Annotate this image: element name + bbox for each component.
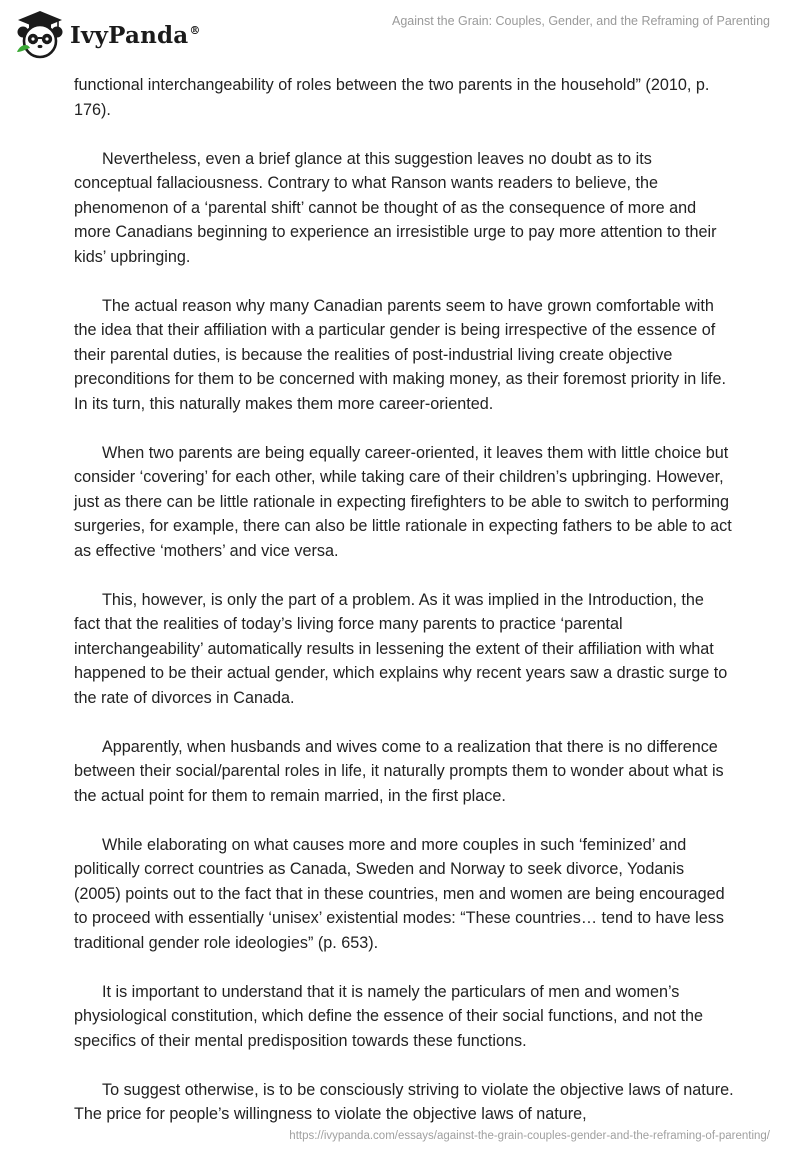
paragraph-5: This, however, is only the part of a problem. As it was implied in the Introduction, the fact that the realities of today’s living force many parents to practice ‘parental interchangeability’ automatically results in lessening the extent of their affiliation with what happened to be their actual gender, which explains why recent years saw a drastic surge to the rate of divorces in Canada. <box>74 590 728 707</box>
paragraph-7: While elaborating on what causes more and more couples in such ‘feminized’ and politically correct countries as Canada, Sweden and Norway to seek divorce, Yodanis (2005) points out to the fact that in these countries, men and women are being encouraged to proceed with essentially ‘unisex’ existential modes: “These countries… tend to have less traditional gender role ideologies” (p. 653). <box>74 835 725 952</box>
source-url[interactable]: https://ivypanda.com/essays/against-the-grain-couples-gender-and-the-reframing-of-parenting/ <box>289 1130 770 1142</box>
paragraph-6: Apparently, when husbands and wives come to a realization that there is no difference between their social/parental roles in life, it naturally prompts them to wonder about what is the actual point for them to remain married, in the first place. <box>74 737 724 805</box>
brand-logo[interactable] <box>14 8 201 60</box>
paragraph-8: It is important to understand that it is namely the particulars of men and women’s physiological constitution, which define the essence of their social functions, and not the specifics of their mental predisposition towards these functions. <box>74 982 703 1050</box>
paragraph-4: When two parents are being equally career-oriented, it leaves them with little choice but consider ‘covering’ for each other, while taking care of their children’s upbringing. However, just as there can be little rationale in expecting firefighters to be able to switch to performing surgeries, for example, there can also be little rationale in expecting fathers to be able to act as effective ‘mothers’ and vice versa. <box>74 443 732 560</box>
document-title: Against the Grain: Couples, Gender, and the Reframing of Parenting <box>391 14 770 28</box>
paragraph-2: Nevertheless, even a brief glance at this suggestion leaves no doubt as to its conceptual fallaciousness. Contrary to what Ranson wants readers to believe, the phenomenon of a ‘parental shift’ cannot be thought of as the consequence of more and more Canadians beginning to experience an irresistible urge to pay more attention to their kids’ upbringing. <box>74 149 717 266</box>
paragraph-1: functional interchangeability of roles between the two parents in the household” (2010, p. 176). <box>74 76 710 119</box>
registered-mark: ® <box>189 23 201 37</box>
paragraph-9: To suggest otherwise, is to be consciously striving to violate the objective laws of nature. The price for people’s willingness to violate the objective laws of nature, <box>74 1080 734 1123</box>
essay-body <box>74 73 734 1151</box>
page-header <box>0 0 800 70</box>
brand-name: IvyPanda® <box>70 21 201 49</box>
paragraph-3: The actual reason why many Canadian parents seem to have grown comfortable with the idea that their affiliation with a particular gender is being irrespective of the essence of their parental duties, is because the realities of post-industrial living create objective preconditions for them to be concerned with making money, as their foremost priority in life. In its turn, this naturally makes them more career-oriented. <box>74 296 726 413</box>
panda-logo-icon <box>14 8 66 60</box>
